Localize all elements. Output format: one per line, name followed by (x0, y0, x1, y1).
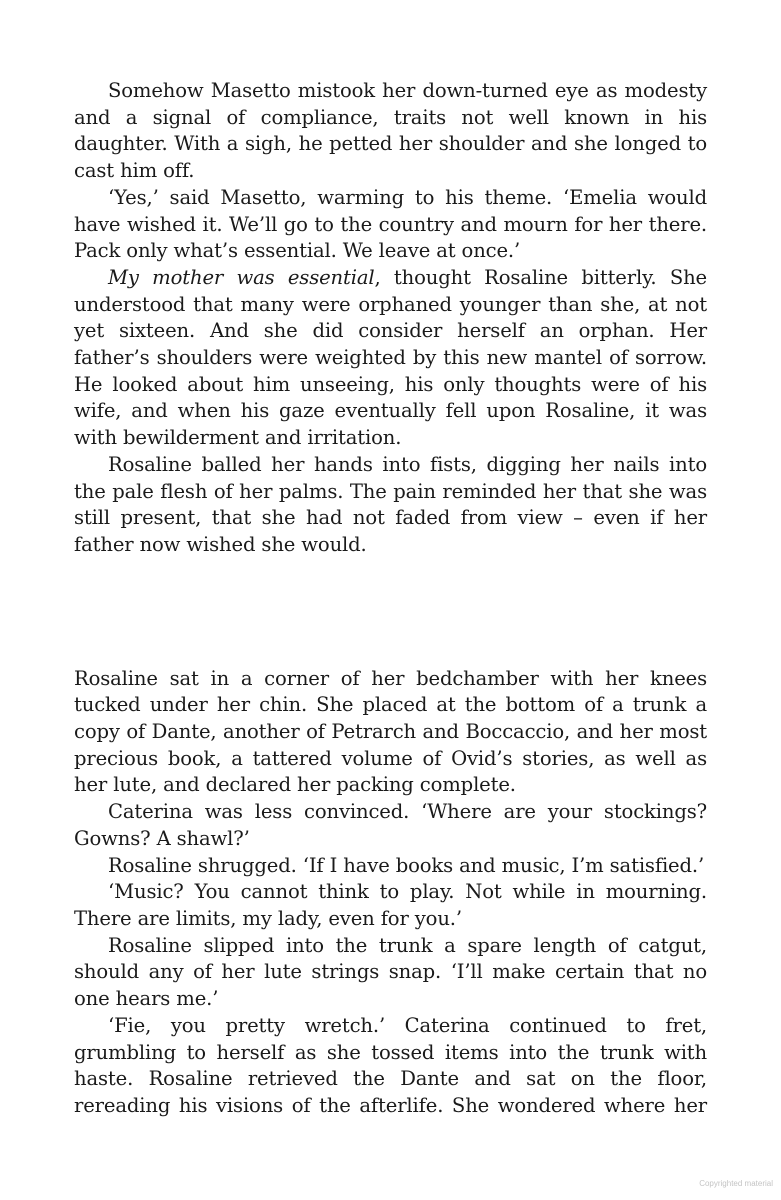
italic-phrase: My mother was essential (108, 265, 375, 289)
paragraph (74, 265, 707, 452)
paragraph: Caterina was less convinced. ‘Where are your stockings? Gowns? A shawl?’ (74, 800, 707, 850)
section-break (74, 559, 707, 666)
paragraph: Rosaline shrugged. ‘If I have books and music, I’m satisfied.’ (108, 853, 705, 877)
paragraph: ‘Fie, you pretty wretch.’ Caterina continued to fret, grumbling to herself as she tossed items into the trunk with haste. Rosaline retrieved the Dante and sat on the floor, rereading his visions of the afterlife. She wondered where her (74, 1013, 707, 1117)
section-opening-paragraph: Rosaline sat in a corner of her bedchamber with her knees tucked under her chin. She placed at the bottom of a trunk a copy of Dante, another of Petrarch and Boccaccio, and her most precious book, a tattered volume of Ovid’s stories, as well as her lute, and declared her packing complete. (74, 666, 707, 797)
paragraph-text: , thought Rosaline bitterly. She understood that many were orphaned younger than she, at not yet sixteen. And she did consider herself an orphan. Her father’s shoulders were weighted by this new mantel of sorrow. He looked about him unseeing, his only thoughts were of his wife, and when his gaze eventually fell upon Rosaline, it was with bewilderment and irritation. (74, 265, 708, 450)
paragraph: ‘Yes,’ said Masetto, warming to his theme. ‘Emelia would have wished it. We’ll go to the country and mourn for her there. Pack only what’s essential. We leave at once.’ (74, 185, 707, 263)
paragraph: Rosaline slipped into the trunk a spare length of catgut, should any of her lute strings snap. ‘I’ll make certain that no one hears me.’ (74, 933, 707, 1011)
paragraph: Somehow Masetto mistook her down-turned eye as modesty and a signal of compliance, traits not well known in his daughter. With a sigh, he petted her shoulder and she longed to cast him off. (74, 79, 707, 183)
book-page (74, 78, 707, 1120)
paragraph: ‘Music? You cannot think to play. Not while in mourning. There are limits, my lady, even for you.’ (74, 880, 707, 930)
copyright-watermark: Copyrighted material (699, 1179, 773, 1188)
paragraph: Rosaline balled her hands into fists, digging her nails into the pale flesh of her palms. The pain reminded her that she was still present, that she had not faded from view – even if her father now wished she would. (74, 452, 707, 556)
